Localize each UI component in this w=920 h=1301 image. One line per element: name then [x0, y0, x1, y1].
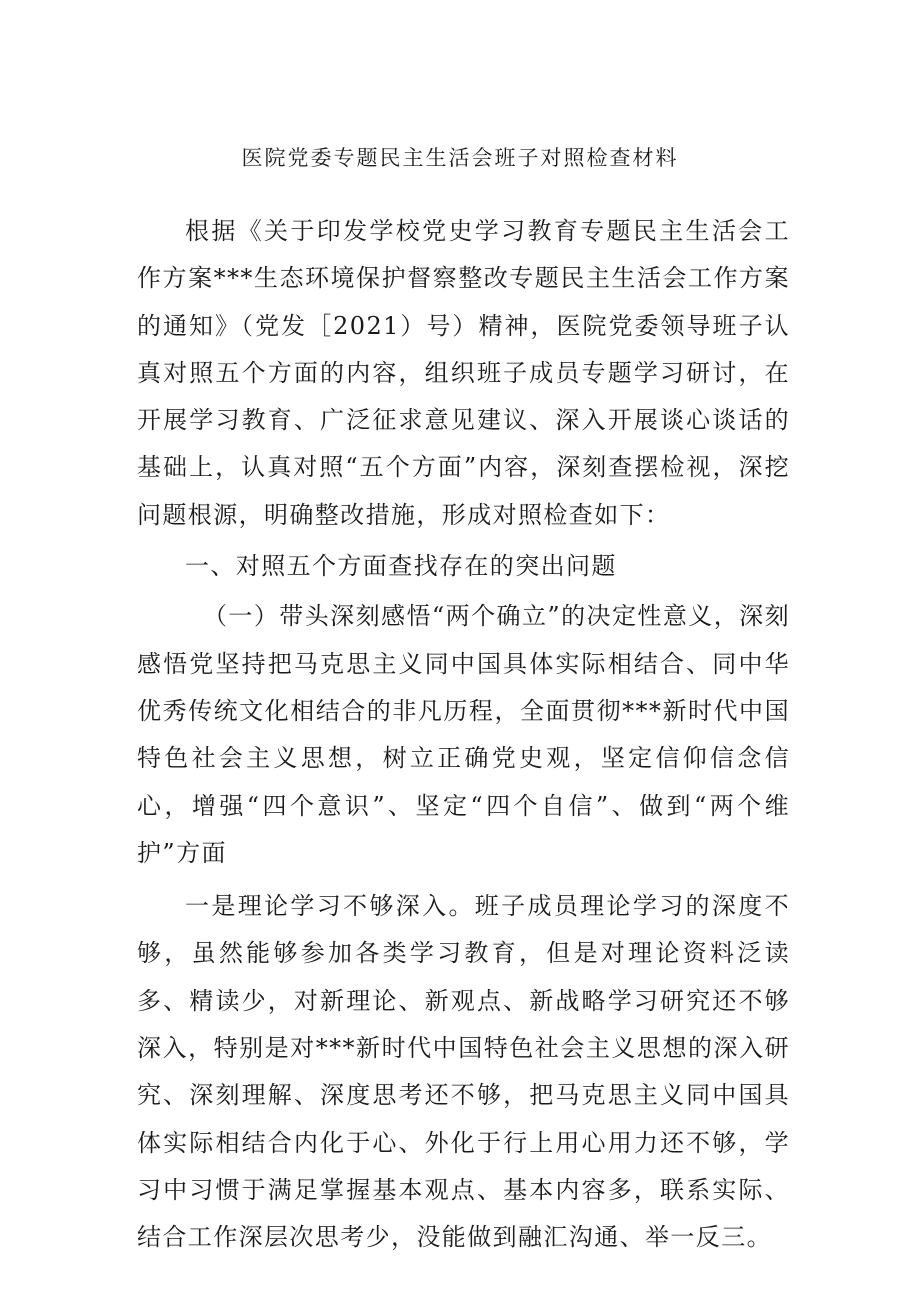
section-heading: 一、对照五个方面查找存在的突出问题 — [185, 552, 617, 581]
issue-paragraph: 一是理论学习不够深入。班子成员理论学习的深度不够，虽然能够参加各类学习教育，但是对理论资料泛读多、精读少，对新理论、新观点、新战略学习研究还不够深入，特别是对***新时代中国特色社会主义思想的深入研究、深刻理解、深度思考还不够，把马克思主义同中国具体实际相结合内化于心、外化于行上用心用力还不够，学习中习惯于满足掌握基本观点、基本内容多，联系实际、结合工作深层次思考少，没能做到融汇沟通、举一反三。 — [137, 892, 790, 1252]
document-title: 医院党委专题民主生活会班子对照检查材料 — [241, 146, 679, 170]
document-body — [137, 208, 790, 1262]
intro-paragraph: 根据《关于印发学校党史学习教育专题民主生活会工作方案***生态环境保护督察整改专题民主生活会工作方案的通知》（党发［2021）号）精神，医院党委领导班子认真对照五个方面的内容，组织班子成员专题学习研讨，在开展学习教育、广泛征求意见建议、深入开展谈心谈话的基础上，认真对照“五个方面”内容，深刻查摆检视，深挖问题根源，明确整改措施，形成对照检查如下： — [137, 217, 790, 529]
subsection-heading: （一）带头深刻感悟“两个确立”的决定性意义，深刻感悟党坚持把马克思主义同中国具体实际相结合、同中华优秀传统文化相结合的非凡历程，全面贯彻***新时代中国特色社会主义思想，树立正确党史观，坚定信仰信念信心，增强“四个意识”、坚定“四个自信”、做到“两个维护”方面 — [137, 602, 790, 867]
